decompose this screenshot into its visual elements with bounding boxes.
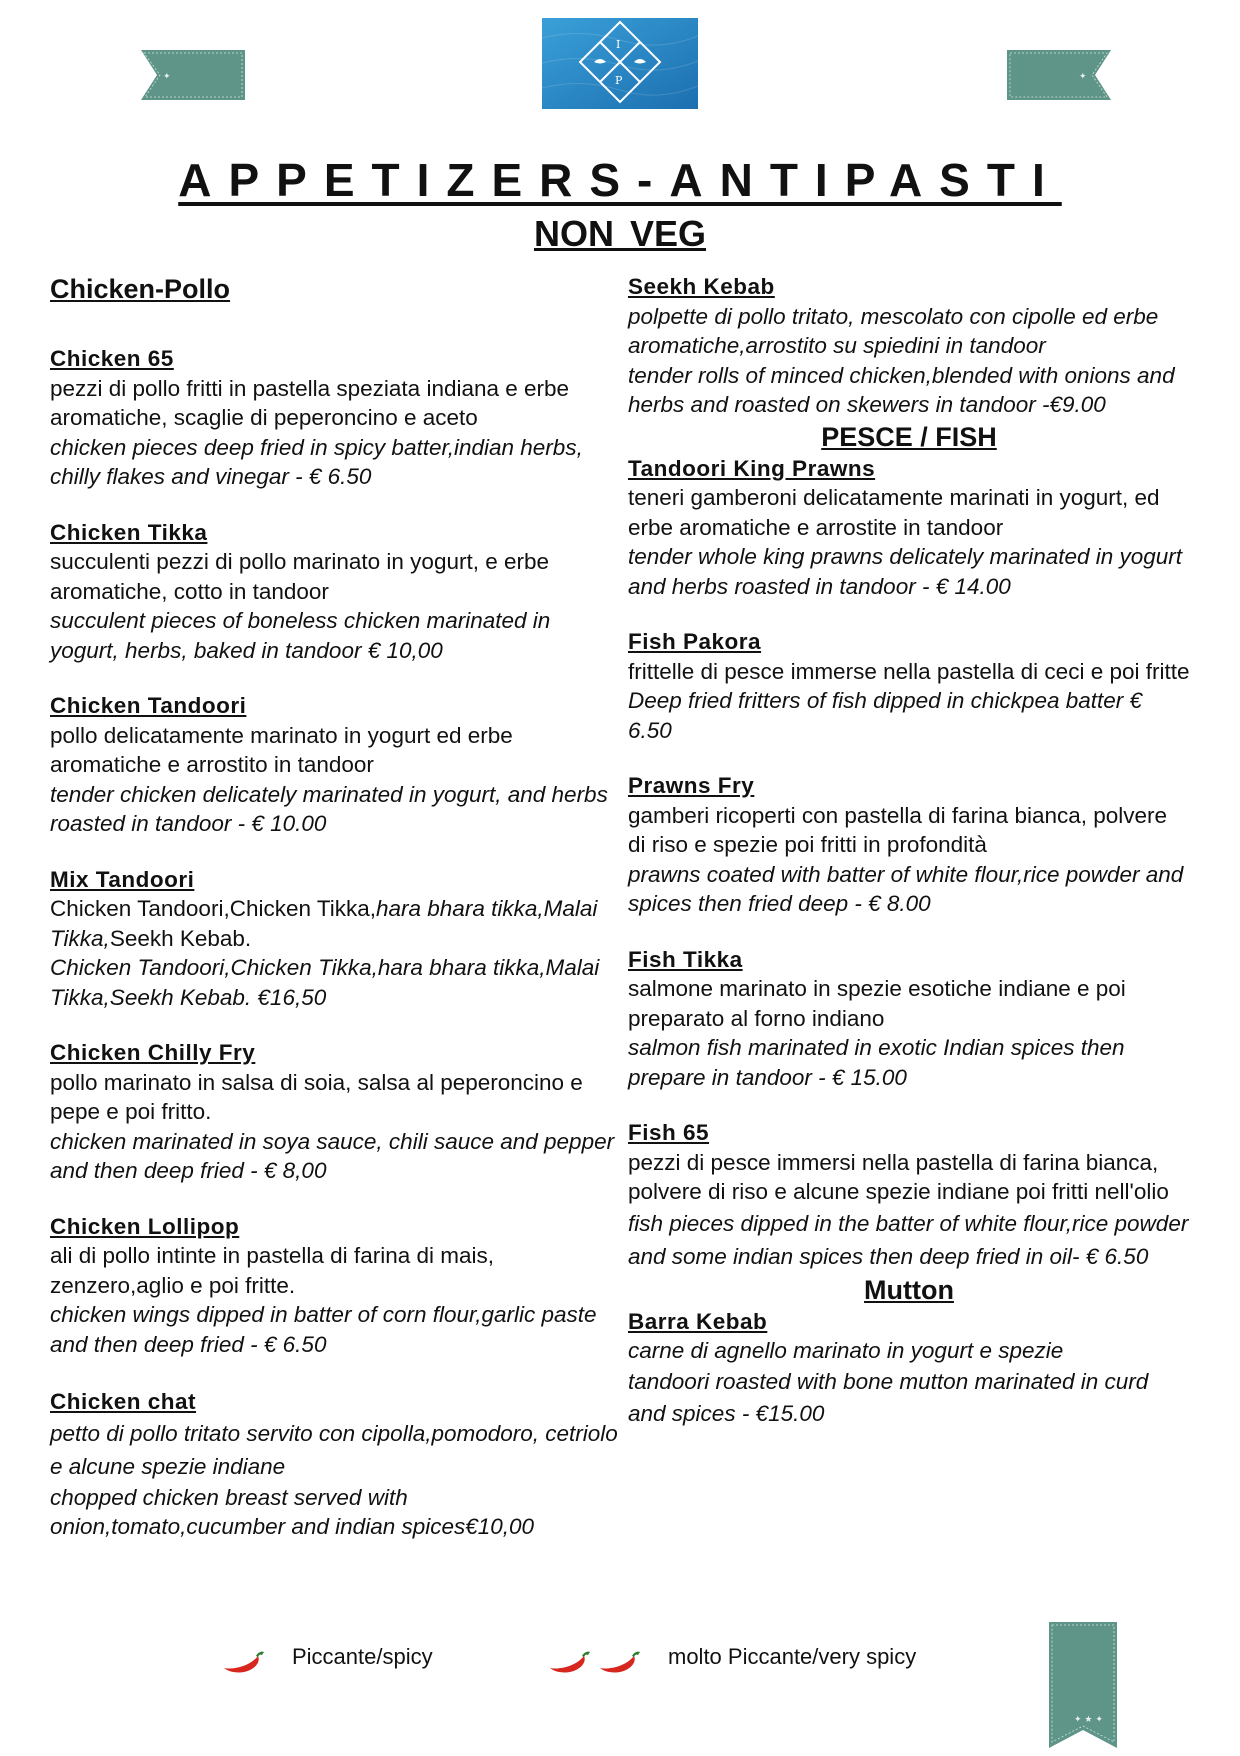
chili-pepper-icon [548, 1648, 592, 1674]
item-desc-en: fish pieces dipped in the batter of white flour,rice powder and some indian spices then deep fried in oil- € 6.50 [628, 1210, 1189, 1269]
item-desc-en: chicken wings dipped in batter of corn flour,garlic paste and then deep fried - € 6.50 [50, 1302, 597, 1357]
section-chicken-pollo: Chicken-Pollo [50, 274, 231, 304]
item-name: Mix Tandoori [50, 866, 195, 892]
item-name: Tandoori King Prawns [628, 455, 876, 481]
left-column [50, 272, 625, 1542]
page-subtitle: NON VEG [533, 213, 707, 254]
item-name: Chicken Chilly Fry [50, 1040, 256, 1065]
item-desc-it-a: Chicken Tandoori,Chicken Tikka, [50, 896, 376, 921]
svg-text:✦: ✦ [1079, 72, 1087, 82]
item-name: Chicken Tandoori [50, 693, 247, 718]
item-desc-en: tender whole king prawns delicately marinated in yogurt and herbs roasted in tandoor - € 14.00 [628, 544, 1183, 599]
item-name: Fish Tikka [628, 946, 743, 972]
menu-item [628, 1118, 1190, 1273]
item-desc-en: tender chicken delicately marinated in yogurt, and herbs roasted in tandoor - € 10.00 [50, 781, 608, 836]
svg-text:✦: ✦ [163, 72, 171, 82]
item-desc-en: Deep fried fritters of fish dipped in chickpea batter € 6.50 [628, 688, 1143, 743]
menu-item [50, 344, 625, 492]
item-desc-it: carne di agnello marinato in yogurt e spezie [628, 1338, 1064, 1363]
legend-spicy: Piccante/spicy [292, 1644, 433, 1669]
menu-item [628, 945, 1190, 1093]
left-ribbon-banner [141, 50, 245, 100]
page-title: APPETIZERS-ANTIPASTI [178, 154, 1062, 206]
item-desc-it-c: Seekh Kebab. [109, 925, 252, 951]
item-name: Prawns Fry [628, 773, 755, 798]
item-desc-en: chicken pieces deep fried in spicy batter,indian herbs, chilly flakes and vinegar - € 6.50 [50, 434, 583, 489]
chili-pepper-icon [598, 1648, 642, 1674]
item-desc-it: pollo delicatamente marinato in yogurt ed erbe aromatiche e arrostito in tandoor [50, 722, 513, 777]
svg-text:✦ ★ ✦: ✦ ★ ✦ [1074, 1715, 1103, 1725]
item-name: Chicken 65 [50, 346, 174, 371]
menu-item [50, 1212, 625, 1360]
legend-very-spicy: molto Piccante/very spicy [668, 1644, 917, 1669]
item-name: Seekh Kebab [628, 274, 775, 299]
item-desc-en: tender rolls of minced chicken,blended with onions and herbs and roasted on skewers in tandoor -€9.00 [628, 362, 1175, 417]
item-desc-it: ali di pollo intinte in pastella di farina di mais, zenzero,aglio e poi fritte. [50, 1243, 494, 1298]
menu-item [50, 1387, 625, 1542]
item-name: Fish Pakora [628, 629, 762, 654]
menu-item [628, 1307, 1190, 1430]
item-name: Chicken chat [50, 1389, 197, 1414]
chili-pepper-icon [222, 1648, 266, 1674]
item-desc-it [50, 894, 625, 953]
item-name: Fish 65 [628, 1120, 710, 1145]
item-name: Chicken Tikka [50, 519, 208, 545]
menu-item [628, 771, 1190, 919]
item-name: Barra Kebab [628, 1308, 768, 1334]
right-ribbon-banner [1007, 50, 1111, 100]
bottom-ribbon-bookmark [1049, 1622, 1117, 1748]
restaurant-logo [542, 18, 698, 109]
item-desc-it: gamberi ricoperti con pastella di farina bianca, polvere di riso e spezie poi fritti in profondità [628, 802, 1168, 857]
item-desc-en: salmon fish marinated in exotic Indian spices then prepare in tandoor - € 15.00 [628, 1035, 1125, 1090]
logo-letter-i: I [616, 38, 621, 51]
right-column [628, 272, 1190, 1430]
menu-item [50, 865, 625, 1013]
section-mutton: Mutton [864, 1274, 954, 1305]
item-name: Chicken Lollipop [50, 1213, 240, 1239]
item-desc-en: Chicken Tandoori,Chicken Tikka,hara bhara tikka,Malai Tikka,Seekh Kebab. €16,50 [50, 955, 600, 1010]
menu-item [628, 627, 1190, 745]
menu-item [50, 691, 625, 839]
item-desc-it: polpette di pollo tritato, mescolato con cipolle ed erbe aromatiche,arrostito su spiedini in tandoor [628, 303, 1159, 358]
item-desc-en: chopped chicken breast served with onion,tomato,cucumber and indian spices€10,00 [50, 1484, 535, 1539]
item-desc-it: succulenti pezzi di pollo marinato in yogurt, e erbe aromatiche, cotto in tandoor [50, 549, 550, 604]
item-desc-it: salmone marinato in spezie esotiche indiane e poi preparato al forno indiano [628, 976, 1126, 1031]
item-desc-en: chicken marinated in soya sauce, chili sauce and pepper and then deep fried - € 8,00 [50, 1128, 615, 1183]
item-desc-en: prawns coated with batter of white flour,rice powder and spices then fried deep - € 8.00 [628, 861, 1184, 916]
item-desc-it: petto di pollo tritato servito con cipolla,pomodoro, cetriolo e alcune spezie indiane [50, 1420, 618, 1479]
menu-item [628, 272, 1190, 420]
item-desc-it: pezzi di pollo fritti in pastella speziata indiana e erbe aromatiche, scaglie di peperoncino e aceto [50, 375, 570, 430]
menu-item [628, 454, 1190, 602]
menu-item [50, 1038, 625, 1186]
item-desc-it-b: hara bhara tikka,Malai Tikka, [50, 896, 598, 951]
item-desc-it: pollo marinato in salsa di soia, salsa al peperoncino e pepe e poi fritto. [50, 1069, 583, 1124]
item-desc-it: pezzi di pesce immersi nella pastella di farina bianca, polvere di riso e alcune spezie indiane poi fritti nell'olio [628, 1149, 1169, 1204]
item-desc-it: frittelle di pesce immerse nella pastella di ceci e poi fritte [628, 658, 1190, 684]
section-pesce-fish: PESCE / FISH [821, 421, 997, 452]
item-desc-it: teneri gamberoni delicatamente marinati in yogurt, ed erbe aromatiche e arrostite in tandoor [628, 485, 1160, 540]
item-desc-en: tandoori roasted with bone mutton marinated in curd and spices - €15.00 [628, 1368, 1149, 1426]
item-desc-en: succulent pieces of boneless chicken marinated in yogurt, herbs, baked in tandoor € 10,00 [50, 608, 551, 663]
menu-item [50, 518, 625, 666]
logo-letter-p: P [615, 74, 623, 87]
